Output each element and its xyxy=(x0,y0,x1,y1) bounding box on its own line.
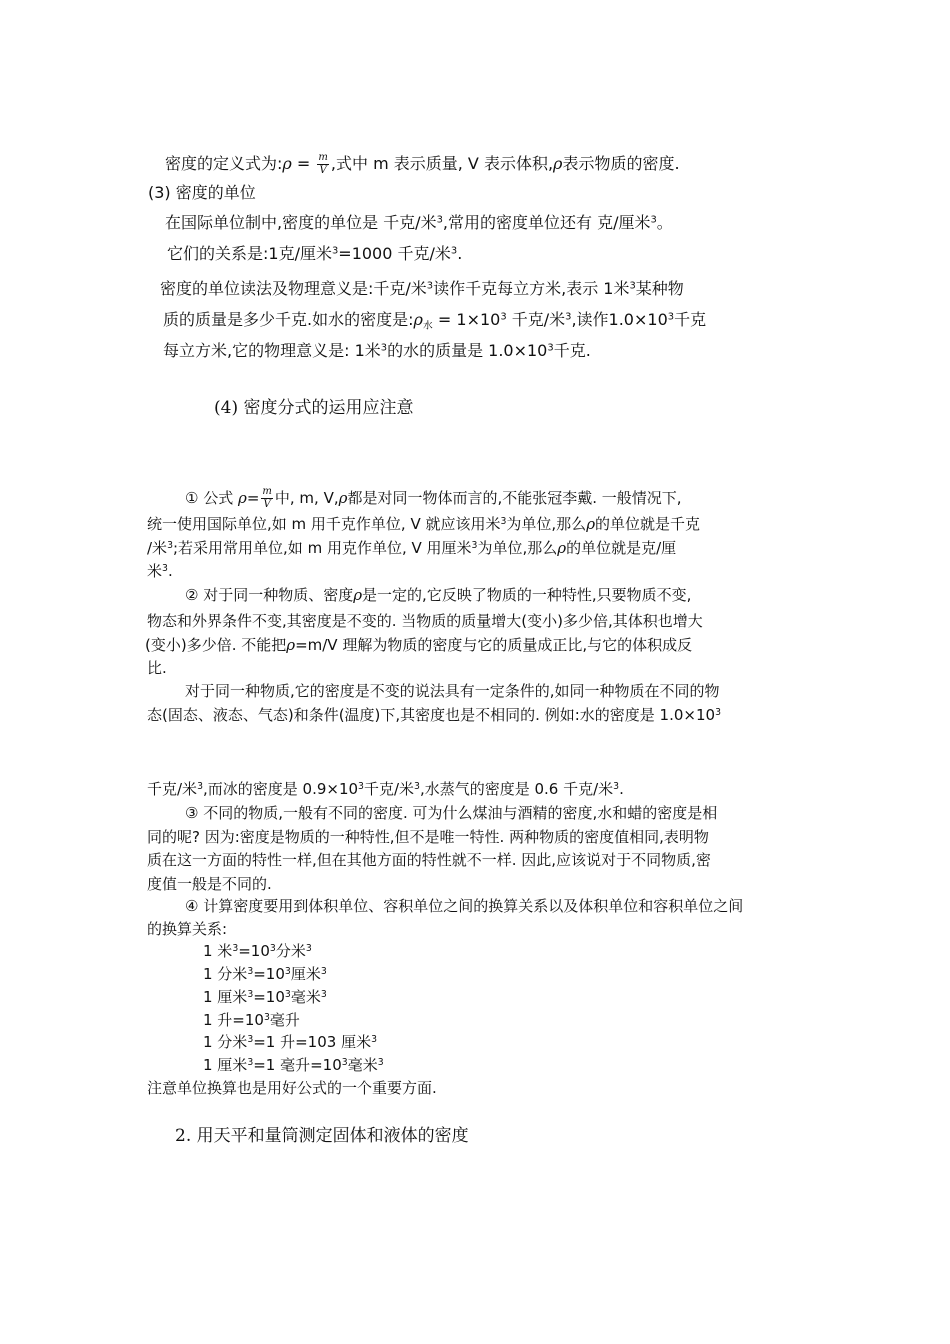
text: 分米 xyxy=(275,942,306,960)
note-2-line-1 xyxy=(185,588,691,603)
definition-tail: ,式中 m 表示质量, V 表示体积, xyxy=(330,154,554,173)
conversion-2 xyxy=(203,967,327,982)
superscript: 3 xyxy=(500,311,507,323)
superscript: 3 xyxy=(650,214,657,226)
text: 是一定的,它反映了物质的一种特性,只要物质不变, xyxy=(362,586,692,604)
superscript: 3 xyxy=(284,988,291,1000)
text: ,常用的密度单位还有 克/厘米 xyxy=(442,213,651,232)
note-2-line-2: 物态和外界条件不变,其密度是不变的. 当物质的质量增大(变小)多少倍,其体积也增大 xyxy=(147,612,703,630)
text: 质的质量是多少千克.如水的密度是: xyxy=(163,310,414,329)
text: /米 xyxy=(147,539,168,557)
text: 为单位,那么 xyxy=(477,539,558,557)
definition-line xyxy=(165,153,680,176)
rho-symbol: ρ xyxy=(238,489,247,507)
text: 它们的关系是:1克/厘米 xyxy=(167,244,332,263)
text: 统一使用国际单位,如 m 用千克作单位, V 就应该用米 xyxy=(147,515,501,533)
text: 的单位就是克/厘 xyxy=(566,539,677,557)
superscript: 3 xyxy=(629,280,636,292)
note-1-line-4 xyxy=(147,564,173,579)
note-1-line-3 xyxy=(147,541,676,556)
superscript: 3 xyxy=(247,1033,254,1045)
superscript: 3 xyxy=(667,311,675,323)
note-1-line-2 xyxy=(147,517,700,532)
text: 1 分米 xyxy=(203,965,248,983)
superscript: 3 xyxy=(331,245,339,257)
text: 在国际单位制中,密度的单位是 千克/米 xyxy=(165,213,437,232)
density-fraction xyxy=(317,153,328,176)
fraction-numerator: m xyxy=(262,486,272,497)
text: =1 毫升=10 xyxy=(253,1056,342,1074)
fraction-denominator: V xyxy=(319,165,327,176)
superscript: 3 xyxy=(371,1033,378,1045)
text: =1 升=103 厘米 xyxy=(253,1033,372,1051)
superscript: 3 xyxy=(565,311,572,323)
superscript: 3 xyxy=(547,342,554,354)
superscript: 3 xyxy=(305,942,312,954)
note-4-line-1: ④ 计算密度要用到体积单位、容积单位之间的换算关系以及体积单位和容积单位之间 xyxy=(185,897,744,915)
text: 的单位就是千克 xyxy=(595,515,701,533)
text: (变小)多少倍. 不能把 xyxy=(145,636,287,654)
text: 1 厘米 xyxy=(203,1056,248,1074)
density-fraction xyxy=(261,487,272,510)
superscript: 3 xyxy=(426,280,434,292)
rho-symbol: ρ xyxy=(282,154,292,173)
section-3-title: (3) 密度的单位 xyxy=(148,183,256,202)
rho-symbol: ρ xyxy=(553,154,563,173)
text: 的水的质量是 1.0×10 xyxy=(387,341,548,360)
text: 读作千克每立方米,表示 1米 xyxy=(433,279,630,298)
superscript: 3 xyxy=(450,245,458,257)
text: 态(固态、液态、气态)和条件(温度)下,其密度也是不相同的. 例如:水的密度是 1.0×10 xyxy=(147,706,716,724)
text: 千克/米 xyxy=(147,780,198,798)
superscript: 3 xyxy=(247,965,254,977)
rho-symbol: ρ xyxy=(557,539,567,557)
superscript: 3 xyxy=(380,342,388,354)
text: . xyxy=(457,244,463,263)
unit-line-1 xyxy=(165,215,673,231)
superscript: 3 xyxy=(263,1011,270,1023)
rho-symbol: ρ xyxy=(586,515,596,533)
note-3-line-4: 度值一般是不同的. xyxy=(147,875,272,893)
text: 米 xyxy=(147,562,163,580)
conversion-3 xyxy=(203,990,327,1005)
text: 密度的单位读法及物理意义是:千克/米 xyxy=(160,279,427,298)
text: ;若采用常用单位,如 m 用克作单位, V 用厘米 xyxy=(172,539,472,557)
text: 都是对同一物体而言的,不能张冠李戴. 一般情况下, xyxy=(347,489,682,507)
unit-line-4 xyxy=(163,312,706,331)
text: 1 米 xyxy=(203,942,233,960)
text: . xyxy=(167,562,173,580)
text: . xyxy=(619,780,624,798)
text: 厘米 xyxy=(290,965,321,983)
conversion-1 xyxy=(203,944,312,959)
superscript: 3 xyxy=(377,1056,384,1068)
superscript: 3 xyxy=(284,965,291,977)
rho-symbol: ρ xyxy=(338,489,348,507)
text: ① 公式 xyxy=(185,489,234,507)
text: 毫升 xyxy=(269,1011,300,1029)
superscript: 3 xyxy=(197,780,203,792)
note-2-line-7 xyxy=(147,782,624,797)
superscript: 3 xyxy=(269,942,276,954)
rho-symbol: ρ xyxy=(353,586,363,604)
note-4-footer: 注意单位换算也是用好公式的一个重要方面. xyxy=(147,1079,437,1097)
rho-symbol: ρ xyxy=(286,636,296,654)
equals-sign: = xyxy=(296,154,311,173)
text: 千克. xyxy=(553,341,591,360)
text: =10 xyxy=(238,942,270,960)
superscript: 3 xyxy=(247,988,254,1000)
text: 某种物 xyxy=(635,279,684,298)
superscript: 3 xyxy=(613,780,620,792)
text: ,而冰的密度是 0.9×10 xyxy=(202,780,359,798)
text: 中, m, V, xyxy=(274,489,339,507)
text: 毫米 xyxy=(290,988,321,1006)
superscript: 3 xyxy=(247,1056,254,1068)
superscript: 3 xyxy=(167,539,173,551)
text: =1000 千克/米 xyxy=(338,244,451,263)
definition-tail-end: 表示物质的密度. xyxy=(562,154,680,173)
superscript: 3 xyxy=(358,780,364,792)
superscript: 3 xyxy=(232,942,239,954)
superscript: 3 xyxy=(162,562,168,574)
unit-line-2 xyxy=(167,246,462,262)
superscript: 3 xyxy=(320,965,327,977)
text: 每立方米,它的物理意义是: 1米 xyxy=(163,341,381,360)
text: =m/V 理解为物质的密度与它的质量成正比,与它的体积成反 xyxy=(295,636,693,654)
text: 千克/米 xyxy=(363,780,415,798)
subscript: 水 xyxy=(422,320,433,332)
text: ,水蒸气的密度是 0.6 千克/米 xyxy=(419,780,614,798)
text: =10 xyxy=(253,965,285,983)
note-4-line-2: 的换算关系: xyxy=(147,920,228,938)
rho-symbol: ρ xyxy=(413,310,423,329)
superscript: 3 xyxy=(471,539,478,551)
note-2-line-6 xyxy=(147,708,721,723)
text: =10 xyxy=(253,988,285,1006)
note-3-line-3: 质在这一方面的特性一样,但在其他方面的特性就不一样. 因此,应该说对于不同物质,密 xyxy=(147,851,711,869)
superscript: 3 xyxy=(320,988,327,1000)
text: 千克/米 xyxy=(506,310,566,329)
text: 。 xyxy=(656,213,673,232)
text: = 1×10 xyxy=(437,310,501,329)
section-2-title: 2. 用天平和量筒测定固体和液体的密度 xyxy=(175,1126,469,1146)
unit-line-5 xyxy=(163,343,591,359)
definition-lead: 密度的定义式为: xyxy=(165,154,283,173)
text: 1 分米 xyxy=(203,1033,248,1051)
conversion-6 xyxy=(203,1058,384,1073)
superscript: 3 xyxy=(414,780,420,792)
text: ② 对于同一种物质、密度 xyxy=(185,586,354,604)
note-3-line-1: ③ 不同的物质,一般有不同的密度. 可为什么煤油与酒精的密度,水和蜡的密度是相 xyxy=(185,804,718,822)
unit-line-3 xyxy=(160,281,684,297)
text: 千克 xyxy=(674,310,707,329)
text: 为单位,那么 xyxy=(506,515,587,533)
text: 1 升=10 xyxy=(203,1011,264,1029)
text: ,读作1.0×10 xyxy=(571,310,668,329)
note-1-line-1 xyxy=(185,487,682,510)
note-2-line-4: 比. xyxy=(147,659,167,677)
note-2-line-5: 对于同一种物质,它的密度是不变的说法具有一定条件的,如同一种物质在不同的物 xyxy=(185,682,720,700)
superscript: 3 xyxy=(341,1056,348,1068)
superscript: 3 xyxy=(715,706,721,718)
text: 1 厘米 xyxy=(203,988,248,1006)
section-4-title: (4) 密度分式的运用应注意 xyxy=(214,398,414,418)
superscript: 3 xyxy=(500,515,507,527)
fraction-numerator: m xyxy=(318,152,328,163)
equals-sign: = xyxy=(246,489,260,507)
fraction-denominator: V xyxy=(263,499,271,510)
conversion-4 xyxy=(203,1013,300,1028)
superscript: 3 xyxy=(436,214,443,226)
conversion-5 xyxy=(203,1035,377,1050)
text: 毫米 xyxy=(347,1056,378,1074)
note-3-line-2: 同的呢? 因为:密度是物质的一种特性,但不是唯一特性. 两种物质的密度值相同,表明物 xyxy=(147,828,709,846)
note-2-line-3 xyxy=(145,638,692,653)
